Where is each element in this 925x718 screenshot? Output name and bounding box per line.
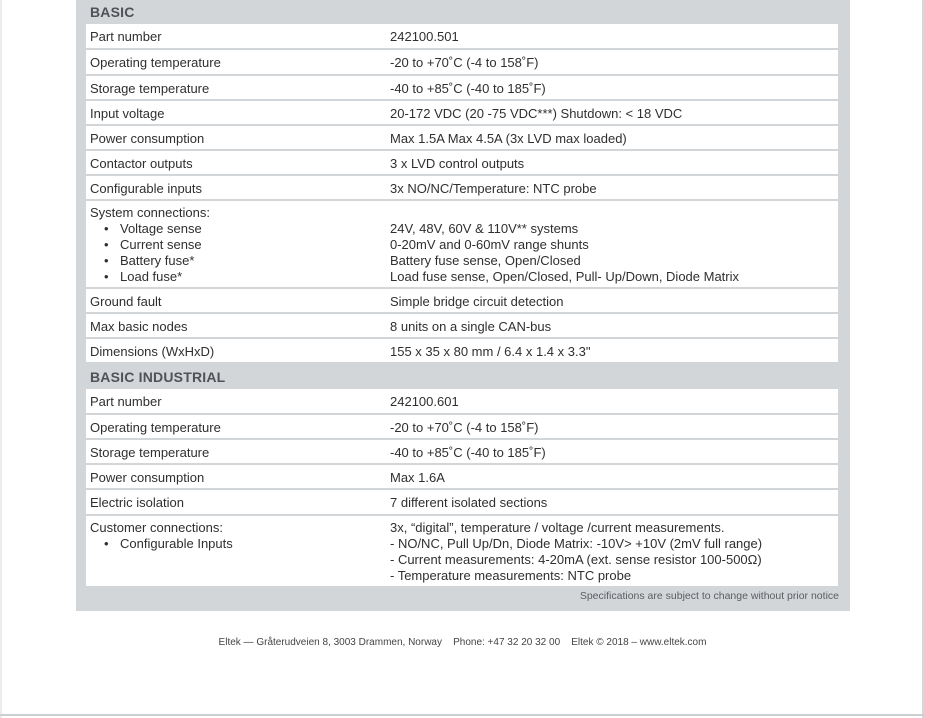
spec-value: 242100.501	[390, 29, 459, 44]
spec-label: Electric isolation	[90, 495, 184, 510]
spec-value: 242100.601	[390, 394, 459, 409]
system-connections-values	[390, 221, 739, 285]
spec-row	[86, 101, 838, 124]
spec-value: -40 to +85˚C (-40 to 185˚F)	[390, 81, 546, 96]
spec-value: 7 different isolated sections	[390, 495, 548, 510]
spec-value: -20 to +70˚C (-4 to 158˚F)	[390, 55, 539, 70]
spec-value: 8 units on a single CAN-bus	[390, 319, 552, 334]
spec-value: 3x NO/NC/Temperature: NTC probe	[390, 181, 597, 196]
spec-value: - NO/NC, Pull Up/Dn, Diode Matrix: -10V> +10V (2mV full range)	[390, 536, 763, 551]
spec-row	[86, 126, 838, 149]
spec-row	[86, 50, 838, 74]
spec-label: Ground fault	[90, 294, 162, 309]
spec-row	[86, 465, 838, 488]
page-left-edge	[0, 0, 2, 718]
spec-value: 0-20mV and 0-60mV range shunts	[390, 237, 589, 252]
spec-label: Storage temperature	[90, 445, 210, 460]
spec-label: Input voltage	[90, 106, 165, 121]
spec-panel	[76, 0, 850, 611]
spec-label: Part number	[90, 394, 162, 409]
spec-value: -20 to +70˚C (-4 to 158˚F)	[390, 420, 539, 435]
spec-label: Power consumption	[90, 131, 205, 146]
spec-label: Contactor outputs	[90, 156, 193, 171]
section-title-basic-industrial: BASIC INDUSTRIAL	[90, 369, 226, 385]
spec-label: Dimensions (WxHxD)	[90, 344, 215, 359]
spec-row-customer-connections	[86, 516, 838, 586]
spec-row	[86, 314, 838, 337]
bullet-item: • Battery fuse*	[90, 253, 210, 269]
spec-label: Operating temperature	[90, 420, 221, 435]
bottom-divider	[0, 714, 925, 716]
spec-value: 24V, 48V, 60V & 110V** systems	[390, 221, 579, 236]
spec-value: -40 to +85˚C (-40 to 185˚F)	[390, 445, 546, 460]
spec-row	[86, 490, 838, 514]
bullet-item: • Configurable Inputs	[90, 536, 233, 552]
spec-value: - Temperature measurements: NTC probe	[390, 568, 632, 583]
spec-row	[86, 151, 838, 174]
bullet-item: • Load fuse*	[90, 269, 210, 285]
customer-connections-values	[390, 520, 762, 584]
page-footer: Eltek — Gråterudveien 8, 3003 Drammen, Norway Phone: +47 32 20 32 00 Eltek © 2018 – www.eltek.com	[218, 637, 707, 648]
spec-value: 3x, “digital”, temperature / voltage /current measurements.	[390, 520, 725, 535]
spec-row	[86, 415, 838, 438]
spec-value: Max 1.5A Max 4.5A (3x LVD max loaded)	[390, 131, 627, 146]
spec-row-system-connections	[86, 201, 838, 287]
bullet-item: • Current sense	[90, 237, 210, 253]
section-title-basic: BASIC	[90, 4, 135, 20]
spec-label: Storage temperature	[90, 81, 210, 96]
spec-row	[86, 176, 838, 199]
bullet-item: • Voltage sense	[90, 221, 210, 237]
spec-value: Load fuse sense, Open/Closed, Pull- Up/Down, Diode Matrix	[390, 269, 740, 284]
spec-label: Configurable inputs	[90, 181, 203, 196]
system-connections-label: System connections:	[90, 205, 210, 220]
disclaimer-note: Specifications are subject to change without prior notice	[579, 590, 839, 602]
spec-value: 3 x LVD control outputs	[390, 156, 525, 171]
spec-row	[86, 389, 838, 413]
spec-row	[86, 289, 838, 312]
spec-label: Max basic nodes	[90, 319, 188, 334]
system-connections-labels	[90, 205, 210, 285]
spec-value: 155 x 35 x 80 mm / 6.4 x 1.4 x 3.3"	[390, 344, 591, 359]
spec-value: Simple bridge circuit detection	[390, 294, 564, 309]
customer-connections-labels	[90, 520, 233, 552]
spec-row	[86, 440, 838, 463]
spec-value: - Current measurements: 4-20mA (ext. sense resistor 100-500Ω)	[390, 552, 762, 567]
spec-row	[86, 24, 838, 48]
spec-row	[86, 339, 838, 362]
spec-value: 20-172 VDC (20 -75 VDC***) Shutdown: < 18 VDC	[390, 106, 683, 121]
spec-value: Battery fuse sense, Open/Closed	[390, 253, 581, 268]
spec-value: Max 1.6A	[390, 470, 445, 485]
spec-label: Power consumption	[90, 470, 205, 485]
spec-label: Operating temperature	[90, 55, 221, 70]
customer-connections-label: Customer connections:	[90, 520, 223, 535]
spec-label: Part number	[90, 29, 162, 44]
spec-row	[86, 76, 838, 99]
